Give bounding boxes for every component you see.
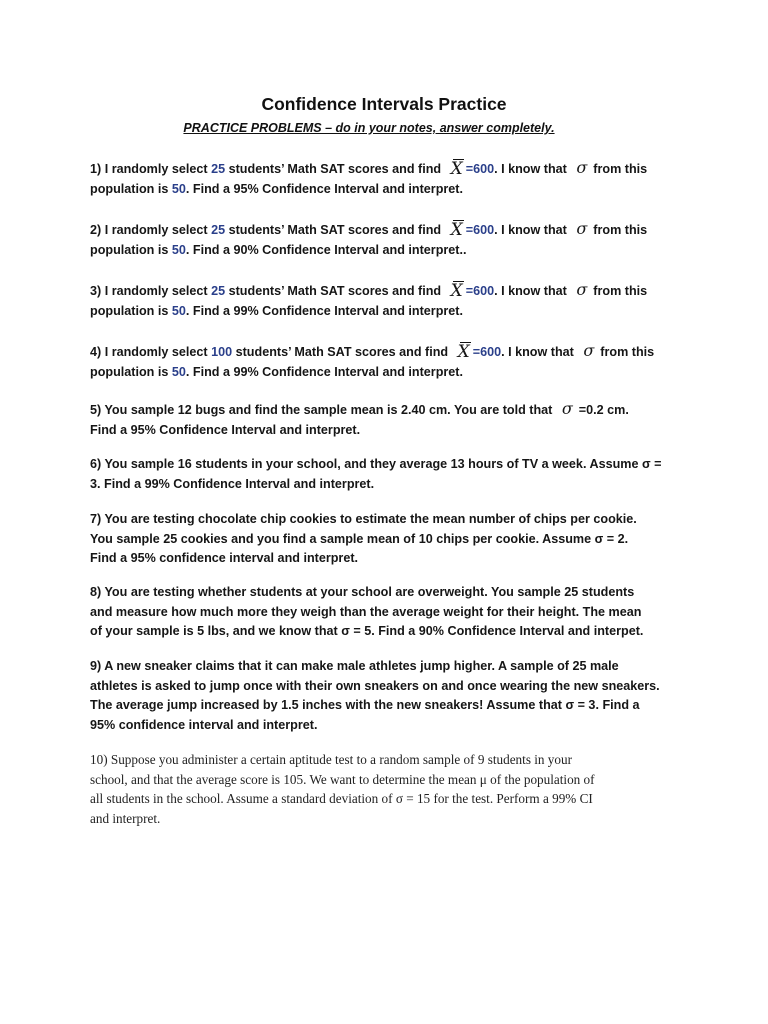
population-sd: 50	[171, 242, 186, 257]
problem-10-line-4: and interpret.	[90, 810, 161, 826]
problem-10-line-3: all students in the school. Assume a standard deviation of σ = 15 for the test. Perform a 99% CI	[90, 791, 593, 806]
population-sd: 50	[171, 364, 186, 379]
problem-10-line-1: 10) Suppose you administer a certain aptitude test to a random sample of 9 students in your	[90, 752, 572, 767]
problem-7-line-3: Find a 95% confidence interval and interpret.	[90, 551, 359, 565]
problem-4	[90, 341, 690, 382]
page-subtitle: PRACTICE PROBLEMS – do in your notes, answer completely.	[183, 121, 555, 135]
sigma-symbol: σ	[583, 341, 595, 360]
problem-2-line-1: 2) I randomly select 25 students’ Math SAT scores and find X =600. I know that σ from this	[90, 219, 648, 240]
problem-3-line-1: 3) I randomly select 25 students’ Math SAT scores and find X =600. I know that σ from this	[90, 280, 648, 301]
problem-5-line-2: Find a 95% Confidence Interval and interpret.	[90, 422, 361, 437]
sigma-symbol: σ	[576, 219, 588, 238]
problem-2-line-2: population is 50. Find a 90% Confidence Interval and interpret..	[90, 242, 467, 257]
x-bar-symbol: X	[450, 220, 463, 240]
x-bar-symbol: X	[450, 159, 463, 179]
problem-1	[90, 158, 690, 199]
problem-6-line-2: 3. Find a 99% Confidence Interval and interpret.	[90, 476, 375, 491]
problem-10	[90, 750, 690, 828]
problem-3-line-2: population is 50. Find a 99% Confidence Interval and interpret.	[90, 303, 463, 318]
population-sd: 50	[171, 303, 186, 318]
x-bar-symbol: X	[450, 281, 463, 301]
sample-mean: =600	[465, 284, 495, 298]
x-bar-symbol: X	[457, 342, 470, 362]
problem-7-line-2: You sample 25 cookies and you find a sample mean of 10 chips per cookie. Assume σ = 2.	[90, 531, 629, 546]
problem-8-line-3: of your sample is 5 lbs, and we know that σ = 5. Find a 90% Confidence Interval and interpet.	[90, 624, 644, 638]
sample-size: 25	[211, 223, 226, 237]
problem-8-line-1: 8) You are testing whether students at your school are overweight. You sample 25 students	[90, 585, 635, 599]
page-title: Confidence Intervals Practice	[261, 94, 507, 114]
problem-9-line-1: 9) A new sneaker claims that it can make male athletes jump higher. A sample of 25 male	[90, 659, 619, 673]
sample-size: 25	[211, 162, 226, 176]
problem-5	[90, 399, 690, 440]
problem-7-line-1: 7) You are testing chocolate chip cookies to estimate the mean number of chips per cookie.	[90, 512, 637, 526]
problem-1-line-1: 1) I randomly select 25 students’ Math SAT scores and find X =600. I know that σ from this	[90, 158, 648, 179]
problem-9-line-3: The average jump increased by 1.5 inches with the new sneakers! Assume that σ = 3. Find a	[90, 698, 640, 712]
problem-2	[90, 219, 690, 260]
problem-8	[90, 583, 690, 642]
problem-4-line-1: 4) I randomly select 100 students’ Math SAT scores and find X =600. I know that σ from this	[90, 341, 655, 362]
problem-9-line-4: 95% confidence interval and interpret.	[90, 717, 318, 732]
sample-mean: =600	[472, 345, 502, 359]
problem-6	[90, 455, 690, 494]
sample-mean: =600	[465, 162, 495, 176]
problem-5-line-1: 5) You sample 12 bugs and find the sample mean is 2.40 cm. You are told that σ =0.2 cm.	[90, 399, 629, 418]
problem-9-line-2: athletes is asked to jump once with their own sneakers on and once wearing the new sneakers.	[90, 678, 660, 693]
problem-1-line-2: population is 50. Find a 95% Confidence Interval and interpret.	[90, 181, 463, 196]
sample-size: 25	[211, 284, 226, 298]
problem-9	[90, 657, 690, 735]
problem-3	[90, 280, 690, 321]
problem-7	[90, 510, 690, 569]
sigma-symbol: σ	[576, 158, 588, 177]
problem-6-line-1: 6) You sample 16 students in your school, and they average 13 hours of TV a week. Assume σ =	[90, 457, 662, 471]
problem-4-line-2: population is 50. Find a 99% Confidence Interval and interpret.	[90, 364, 463, 379]
sample-size: 100	[211, 345, 233, 359]
sample-mean: =600	[465, 223, 495, 237]
problem-10-line-2: school, and that the average score is 105. We want to determine the mean μ of the population of	[90, 771, 595, 787]
sigma-symbol: σ	[576, 280, 588, 299]
sigma-symbol: σ	[561, 399, 573, 418]
population-sd: 50	[171, 181, 186, 196]
problem-8-line-2: and measure how much more they weigh than the average weight for their height. The mean	[90, 604, 642, 619]
